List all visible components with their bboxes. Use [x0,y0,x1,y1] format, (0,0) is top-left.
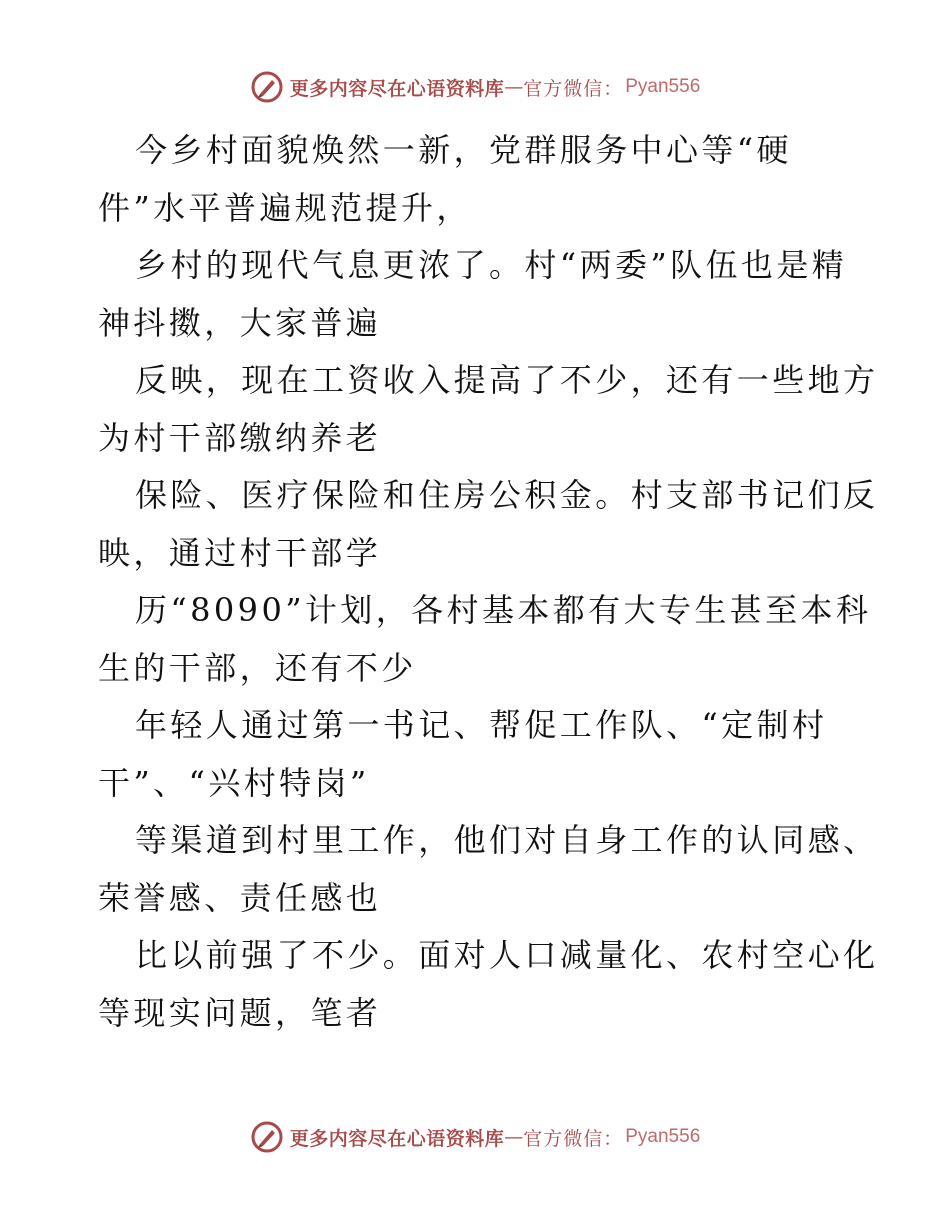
text-line: 保险、医疗保险和住房公积金。村支部书记们反 [135,476,879,514]
pen-logo-icon [250,70,284,104]
text-line: 荣誉感、责任感也 [98,878,382,917]
text-line: 生的干部，还有不少 [98,648,417,687]
footer-wechat-id: Pyan556 [625,1126,701,1147]
header-separator: — [504,76,524,98]
document-body [98,122,879,1042]
footer-watermark [0,1120,950,1154]
text-line: 干”、“兴村特岗” [98,763,370,802]
text-line: 映，通过村干部学 [98,533,382,572]
text-line: 为村干部缴纳养老 [98,418,382,457]
text-line: 反映，现在工资收入提高了不少，还有一些地方 [135,361,879,399]
footer-separator: — [504,1126,524,1148]
text-line: 今乡村面貌焕然一新，党群服务中心等“硬 [135,131,792,169]
text-line: 历“8090”计划，各村基本都有大专生甚至本科 [135,591,872,629]
header-wechat-label: 官方微信： [523,77,624,100]
text-line: 比以前强了不少。面对人口减量化、农村空心化 [135,936,879,974]
pen-logo-icon [250,1120,284,1154]
text-line: 等现实问题，笔者 [98,993,382,1032]
header-wechat-id: Pyan556 [625,76,701,97]
header-site-text: 更多内容尽在心语资料库 [289,77,505,100]
text-line: 年轻人通过第一书记、帮促工作队、“定制村 [135,706,828,744]
footer-site-text: 更多内容尽在心语资料库 [289,1127,505,1150]
text-line: 乡村的现代气息更浓了。村“两委”队伍也是精 [135,246,848,284]
header-watermark [0,70,950,104]
text-line: 件”水平普遍规范提升， [98,188,472,227]
text-line: 等渠道到村里工作，他们对自身工作的认同感、 [135,821,879,859]
text-line: 神抖擞，大家普遍 [98,303,382,342]
footer-wechat-label: 官方微信： [523,1127,624,1150]
